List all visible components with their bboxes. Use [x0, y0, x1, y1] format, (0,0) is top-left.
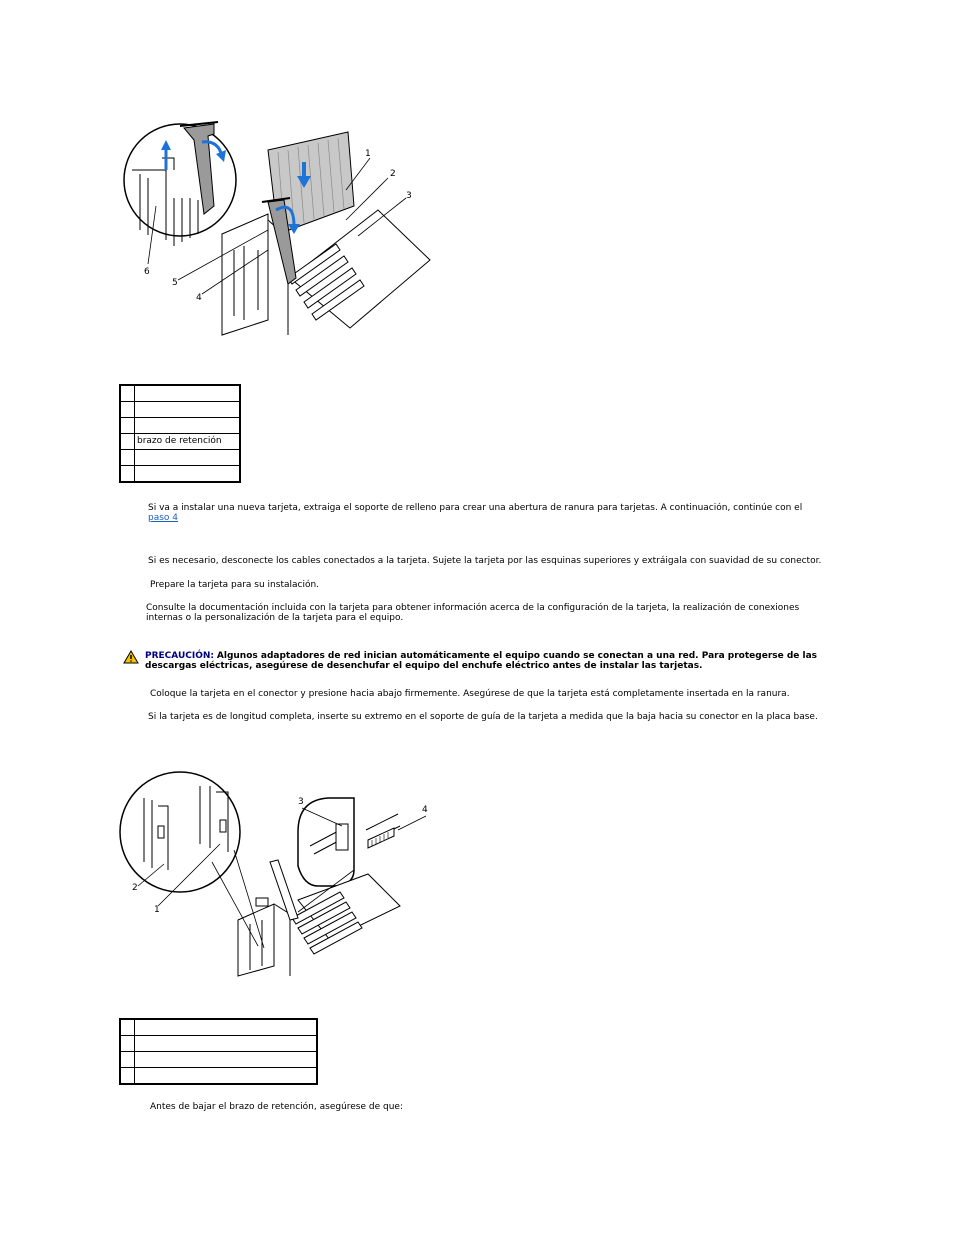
figure1-callout-4: 4	[196, 293, 202, 303]
legend-label	[135, 450, 241, 466]
step-insert-card	[150, 689, 830, 699]
caution-text: Algunos adaptadores de red inician automáticamente el equipo cuando se conectan a una red. Para protegerse de las descargas eléctricas, asegúrese de desenchufar el equipo del enchufe eléctrico antes de instalar las tarjetas.	[145, 651, 818, 671]
table-row	[120, 402, 240, 418]
caution-label: PRECAUCIÓN:	[145, 651, 215, 661]
legend-num	[120, 450, 135, 466]
legend-num	[120, 1068, 135, 1085]
table-row	[120, 418, 240, 434]
legend-num	[120, 1036, 135, 1052]
legend-label: brazo de retención	[135, 434, 241, 450]
step-remove-filler-text: Si va a instalar una nueva tarjeta, extraiga el soporte de relleno para crear una abertura de ranura para tarjetas. A continuación, continúe con el	[148, 503, 803, 513]
figure1-callout-1: 1	[365, 149, 371, 159]
figure1-callout-3: 3	[406, 191, 412, 201]
legend-label	[135, 1068, 318, 1085]
legend-num	[120, 418, 135, 434]
step-consult-docs	[146, 603, 838, 623]
legend-num	[120, 402, 135, 418]
step-full-length-card-text: Si la tarjeta es de longitud completa, inserte su extremo en el soporte de guía de la tarjeta a medida que la baja hacia su conector en la placa base.	[148, 712, 818, 722]
table-row	[120, 1036, 317, 1052]
figure1-callout-6: 6	[144, 267, 150, 277]
table-row	[120, 434, 240, 450]
legend-label	[135, 385, 241, 402]
step-remove-filler	[148, 503, 828, 523]
legend-table-1	[119, 384, 241, 483]
caution-icon	[123, 650, 139, 664]
figure2-callout-4: 4	[422, 805, 428, 815]
table-row	[120, 450, 240, 466]
card-seated-illustration	[118, 770, 438, 980]
legend-label	[135, 402, 241, 418]
legend-num	[120, 385, 135, 402]
step-disconnect-cables	[148, 556, 848, 566]
step-insert-card-text: Coloque la tarjeta en el conector y presione hacia abajo firmemente. Asegúrese de que la tarjeta está completamente insertada en la ranura.	[150, 689, 790, 699]
step-consult-docs-text: Consulte la documentación incluida con la tarjeta para obtener información acerca de la configuración de la tarjeta, la realización de conexiones internas o la personalización de la tarjeta para el equipo.	[146, 603, 800, 623]
legend-label	[135, 1036, 318, 1052]
step-before-lowering-arm-text: Antes de bajar el brazo de retención, asegúrese de que:	[150, 1102, 403, 1112]
figure2-callout-2: 2	[132, 883, 138, 893]
figure2-callout-3: 3	[298, 797, 304, 807]
step-full-length-card	[148, 712, 838, 722]
table-row	[120, 1019, 317, 1036]
card-insertion-illustration	[118, 110, 438, 345]
table-row	[120, 1068, 317, 1085]
step-disconnect-cables-text: Si es necesario, desconecte los cables conectados a la tarjeta. Sujete la tarjeta por las esquinas superiores y extráigala con suavidad de su conector.	[148, 556, 822, 566]
legend-num	[120, 1019, 135, 1036]
legend-num	[120, 1052, 135, 1068]
figure1-callout-2: 2	[390, 169, 396, 179]
legend-label	[135, 466, 241, 483]
legend-num	[120, 434, 135, 450]
legend-label	[135, 418, 241, 434]
legend-num	[120, 466, 135, 483]
table-row	[120, 1052, 317, 1068]
table-row	[120, 385, 240, 402]
legend-table-2	[119, 1018, 318, 1085]
step-before-lowering-arm	[150, 1102, 650, 1112]
legend-label	[135, 1052, 318, 1068]
caution-notice	[145, 651, 825, 671]
figure1-callout-5: 5	[172, 278, 178, 288]
legend-label	[135, 1019, 318, 1036]
table-row	[120, 466, 240, 483]
figure2-callout-1: 1	[154, 905, 160, 915]
step-prepare-card-text: Prepare la tarjeta para su instalación.	[150, 580, 320, 590]
step-prepare-card	[150, 580, 550, 590]
step-4-link[interactable]: paso 4	[148, 513, 179, 523]
